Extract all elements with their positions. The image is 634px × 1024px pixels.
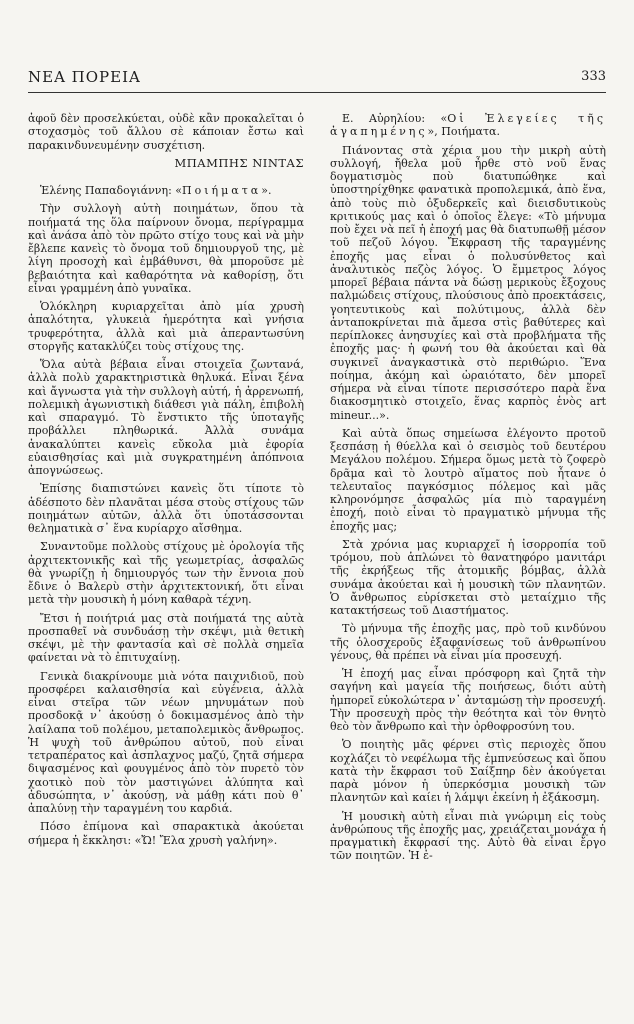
right-column <box>330 112 606 868</box>
page-header <box>28 68 606 90</box>
paragraph: Ἐπίσης διαπιστώνει κανεὶς ὅτι τίποτε τὸ ἀδέσποτο δὲν πλανᾶται μέσα στοὺς στίχους τῶν ποιημάτων αὐτῶν, ἀλλὰ ὅτι ὑποτάσσονται θεληματικὰ σ᾽ ἕνα κυρίαρχο αἴσθημα. <box>28 482 304 535</box>
paragraph: Ὅλα αὐτὰ βέβαια εἶναι στοιχεῖα ζωντανά, ἀλλὰ πολὺ χαρακτηριστικὰ θηλυκά. Εἶναι ξένα καὶ ἄγνωστα γιὰ τὴν συλλογὴ αὐτή, ἡ ἀρρενωπή, πολεμικὴ ἀγωνιστικὴ διάθεσι γιὰ πάλη, ἐπιβολὴ καὶ σπαραγμό. Τὸ ἔνστικτο τῆς ὑποταγῆς προβάλλει πληθωρικά. Ἀλλὰ συνάμα ἀνακαλύπτει κανεὶς εὔκολα μιὰ ἐφορία εὐαισθησίας καὶ μιὰ συγκρατημένη ἀπόπνοια ἀπογνώσεως. <box>28 358 304 477</box>
header-rule <box>28 92 606 93</box>
paragraph: Τὴν συλλογὴ αὐτὴ ποιημάτων, ὅπου τὰ ποιήματά της ὅλα παίρνουν ὄνομα, περίγραμμα καὶ ἀνάσα ἀπὸ τὸν πρῶτο στίχο τους καὶ νὰ μὴν ἔβλεπε κανεὶς τὸ ὄνομα τοῦ δημιουργοῦ της, μὲ λίγη προσοχὴ καὶ ἐμβάθυνσι, θὰ μποροῦσε μὲ βεβαιότητα καὶ καθαρότητα νὰ καθορίσῃ, ὅτι εἶναι γραμμένη ἀπὸ γυναῖκα. <box>28 202 304 295</box>
review-title: Ποιήματα <box>182 184 262 197</box>
paragraph: Πιάνοντας στὰ χέρια μου τὴν μικρὴ αὐτὴ συλλογή, ἤθελα μοῦ ἦρθε στὸ νοῦ ἕνας δογματισμὸς ποὺ διατυπώθηκε καὶ ὑποστηρίχθηκε φανατικὰ προπολεμικά, ἀπὸ ἕνα, ἀπὸ τοὺς πιὸ ὀξυδερκεῖς καὶ διεισδυτικοὺς κριτικούς μας καὶ ὁ ὁποῖος ἔλεγε: «Τὸ μήνυμα ποὺ ἔχει νὰ πεῖ ἡ ἐποχή μας θὰ διατυπωθῇ μέσον τοῦ πεζοῦ λόγου. Ἔκφραση τῆς ταραγμένης ἐποχῆς μας εἶναι ὁ πολυσύνθετος καὶ ἀναλυτικὸς πεζὸς λόγος. Ὁ ἔμμετρος λόγος μπορεῖ βέβαια πάντα νὰ δώσῃ μερικοὺς ἔξοχους παλμώδεις στίχους, πλούσιους ἀπὸ προεκτάσεις, γοητευτικοὺς καὶ πολύτιμους, ἀλλὰ δὲν ἀνταποκρίνεται πιὰ ἄμεσα στὶς βαθύτερες καὶ περίπλοκες ἀνησυχίες καὶ στὰ προβλήματα τῆς ἐποχῆς μας· ἡ φωνή του θὰ ἀκούεται καὶ θὰ συγκινεῖ ἀναγκαστικὰ στὸ περιθώριο. Ἕνα ποίημα, ἀκόμη καὶ ὡραιότατο, δὲν μπορεῖ σήμερα νὰ εἶναι τίποτε περισσότερο παρὰ ἕνα διακοσμητικὸ στοιχεῖο, ἕνας καρπὸς ἑνὸς art mineur...». <box>330 143 606 422</box>
left-column <box>28 112 304 852</box>
review-author: Ἑλένης Παπαδογιάννη: « <box>40 184 182 197</box>
paragraph: Τὸ μήνυμα τῆς ἐποχῆς μας, πρὸ τοῦ κινδύνου τῆς ὁλοσχεροῦς ἐξαφανίσεως τοῦ ἀνθρωπίνου γένους, θὰ πρέπει νὰ εἶναι μία προσευχή. <box>330 622 606 662</box>
author-signature: ΜΠΑΜΠΗΣ ΝΙΝΤΑΣ <box>174 155 304 170</box>
paragraph: Πόσο ἐπίμονα καὶ σπαρακτικὰ ἀκούεται σήμερα ἡ ἔκκλησι: «Ὤ! Ἔλα χρυσὴ γαλήνη». <box>28 820 304 847</box>
paragraph: Γενικὰ διακρίνουμε μιὰ νότα παιχνιδιοῦ, ποὺ προσφέρει καλαισθησία καὶ εὐγένεια, ἀλλὰ εἶναι στεῖρα τῶν νέων μηνυμάτων ποὺ προσδοκᾷ ν᾽ ἀκούσῃ ὁ δοκιμασμένος ἀπὸ τὴν λαίλαπα τοῦ πολέμου, μεταπολεμικὸς ἄνθρωπος. Ἡ ψυχὴ τοῦ ἀνθρώπου αὐτοῦ, ποὺ εἶναι τετραπέρατος καὶ ἀσπλαχνος μαζύ, ζητᾶ σήμερα διψασμένος καὶ φουγμένος ἀπὸ τὸν πυρετὸ τὸν χαοτικὸ ποὺ τὸν μαστιγώνει ἀλύπητα καὶ ἀδυσώπητα, ν᾽ ἀκούσῃ, νὰ μάθῃ κάτι ποὺ θ᾽ ἀπαλύνῃ τὴν ταραγμένη του καρδιά. <box>28 669 304 815</box>
paragraph: Ὁ ποιητὴς μᾶς φέρνει στὶς περιοχὲς ὅπου κοχλάζει τὸ νεφέλωμα τῆς ἐμπνεύσεως καὶ ὅπου κατὰ τὴν ἔκφρασι τοῦ Σαίξπηρ δὲν ἀκούγεται παρὰ μόνον ἡ ὑπερκόσμια μουσικὴ τῶν πλανητῶν καὶ καίει ἡ λάμψι ἐκείνη ἡ ἐξάκοσμη. <box>330 738 606 805</box>
paragraph: Ἡ μουσικὴ αὐτὴ εἶναι πιὰ γνώριμη εἰς τοὺς ἀνθρώπους τῆς ἐποχῆς μας, χρειάζεται μονάχα ἡ πραγματικὴ ἔκφρασί της. Αὐτὸ θὰ εἶναι ἔργο τῶν ποιητῶν. Ἡ ἐ- <box>330 809 606 863</box>
paragraph: Ὁλόκληρη κυριαρχεῖται ἀπὸ μία χρυσὴ ἁπαλότητα, γλυκειὰ ἡμερότητα καὶ γνήσια τρυφερότητα, ἀλλὰ καὶ μιὰ ἀπεραντωσύνη στοργῆς κατακλύζει τοὺς στίχους της. <box>28 300 304 353</box>
review-end: ». <box>261 184 272 197</box>
review-title: Οἱ Ἐλεγείες τῆς ἀγαπημένης <box>330 112 606 139</box>
paragraph: Στὰ χρόνια μας κυριαρχεῖ ἡ ἰσορροπία τοῦ τρόμου, ποὺ ἁπλώνει τὸ θανατηφόρο μανιτάρι τῆς ἐκρήξεως τῆς ἀτομικῆς βόμβας, ἀλλὰ συνάμα ἀκούεται καὶ ἡ μουσικὴ τῶν πλανητῶν. Ὁ ἄνθρωπος εὑρίσκεται στὸ μεταίχμιο τῆς κατακτήσεως τοῦ Διαστήματος. <box>330 537 606 617</box>
review-end: », Ποιήματα. <box>427 125 500 139</box>
paragraph: Ἡ ἐποχή μας εἶναι πρόσφορη καὶ ζητᾶ τὴν σαγήνη καὶ μαγεία τῆς ποιήσεως, διότι αὐτὴ ἠμπορεῖ εὐκολώτερα ν᾽ ἀνταμώσῃ τὴν προσευχή. Τὴν προσευχὴ πρὸς τὴν θεότητα καὶ τὸν θνητὸ θεὸ τὸν ἄνθρωπο καὶ τὴν ὀρθοφροσύνη του. <box>330 667 606 733</box>
paragraph: Ἔτσι ἡ ποιήτριά μας στὰ ποιήματά της αὐτὰ προσπαθεῖ νὰ συνδυάσῃ τὴν σκέψι, μιὰ θετικὴ σκέψι, μὲ τὴν φαντασία καὶ σὲ πολλὰ σημεῖα φαίνεται νὰ τὸ ἐπιτυχαίνῃ. <box>28 611 304 665</box>
paragraph: Συναντοῦμε πολλοὺς στίχους μὲ ὁρολογία τῆς ἀρχιτεκτονικῆς καὶ τῆς γεωμετρίας, ἀσφαλῶς θὰ γνωρίζῃ ἡ δημιουργός των τὴν ἔννοια ποὺ ἔδινε ὁ Βαλερὺ στὴν ἀρχιτεκτονική, ὅτι εἶναι μετὰ τὴν μουσικὴ ἡ μόνη καθαρὰ τέχνη. <box>28 540 304 607</box>
review-author: Ε. Αὐρηλίου: « <box>342 112 448 125</box>
running-title: ΝΕΑ ΠΟΡΕΙΑ <box>28 68 141 86</box>
page-number: 333 <box>581 69 606 84</box>
paragraph: Καὶ αὐτὰ ὅπως σημείωσα ἐλέγοντο προτοῦ ξεσπάσῃ ἡ θύελλα καὶ ὁ σεισμὸς τοῦ δευτέρου Μεγάλου πολέμου. Σήμερα ὅμως μετὰ τὸ ζοφερὸ δρᾶμα καὶ τὸ λουτρὸ αἵματος ποὺ ἦτανε ὁ τελευταῖος παγκόσμιος πόλεμος καὶ μᾶς κληρονόμησε ἀσφαλῶς μία πιὸ ταραγμένη ἐποχή, ποιὸ εἶναι τὸ πραγματικὸ μήνυμα τῆς ἐποχῆς μας; <box>330 426 606 533</box>
review-heading <box>28 184 304 197</box>
paragraph: ἀφοῦ δὲν προσελκύεται, οὐδὲ κἂν προκαλεῖται ὁ στοχασμὸς τοῦ ἄλλου σὲ κάποιαν ἔστω καὶ παρακινδυνευμένην συσχέτιση. <box>28 112 304 152</box>
review-heading <box>330 112 606 139</box>
